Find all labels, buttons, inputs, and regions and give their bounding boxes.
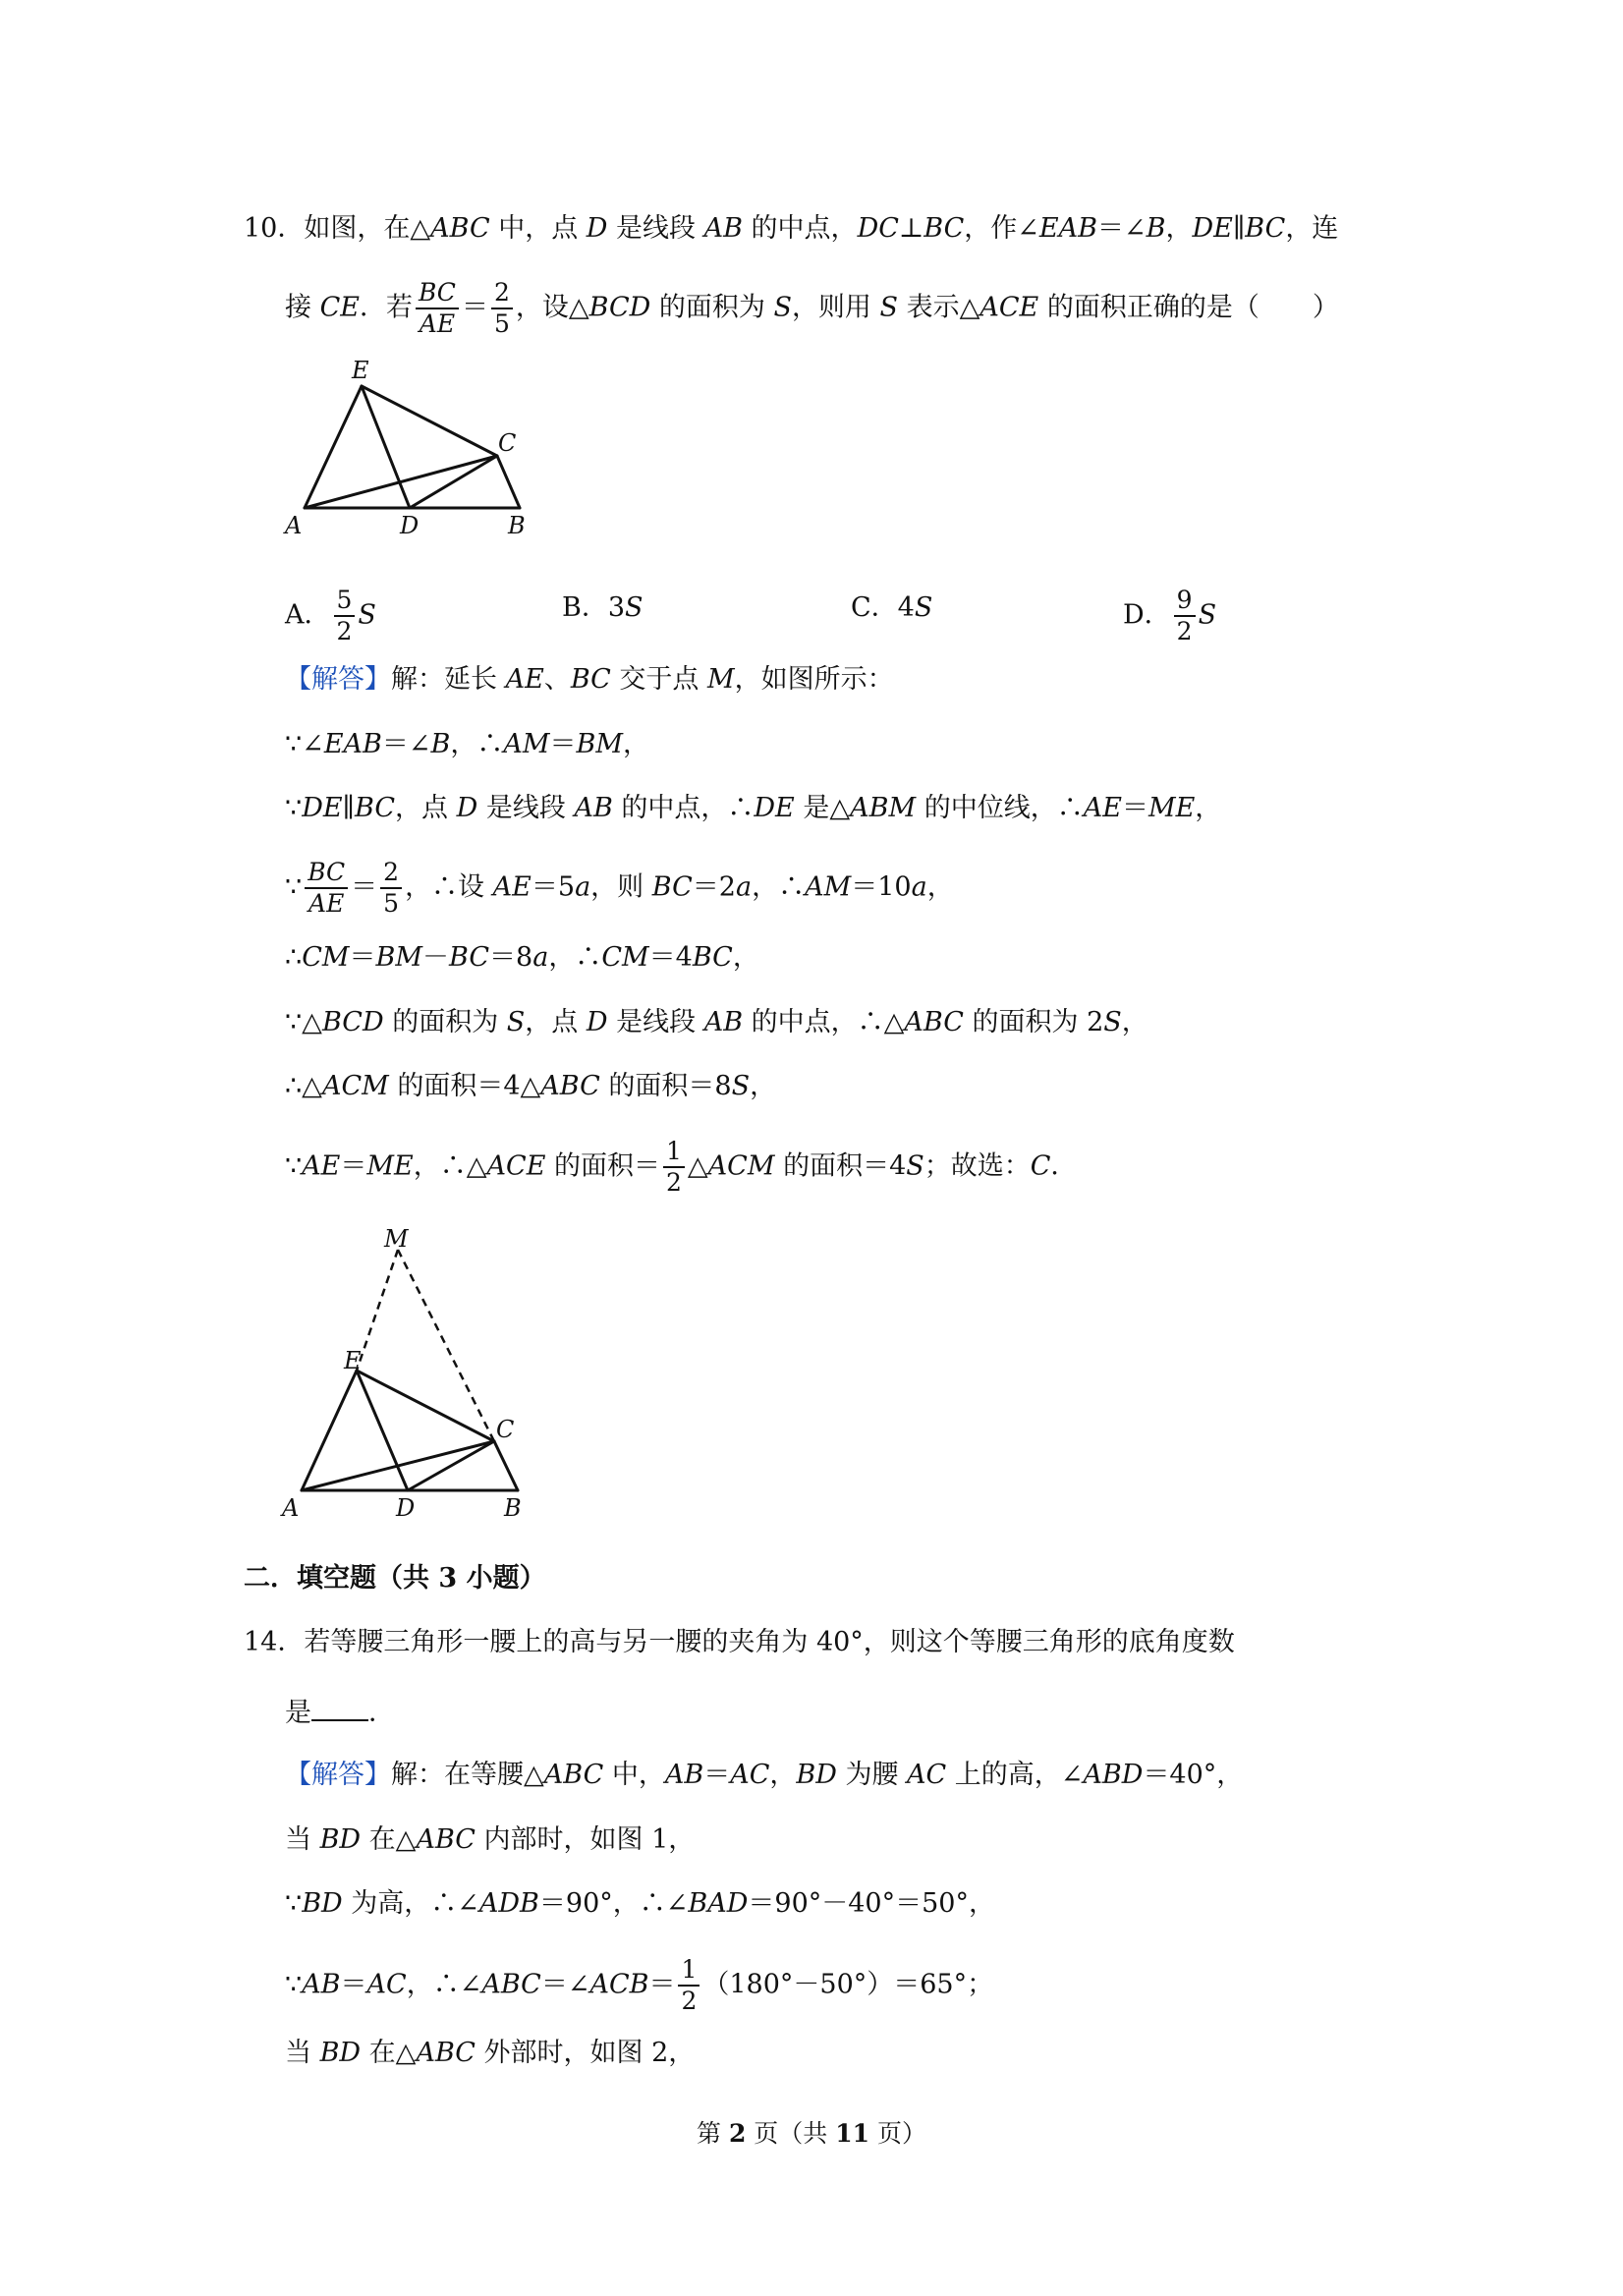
option-b[interactable]: B．3S <box>562 592 644 623</box>
fraction-2-5: $\frac{2}{5}$ <box>491 278 513 339</box>
label-A2: A <box>282 1494 300 1522</box>
section-title: 二．填空题（共 3 小题） <box>244 1563 546 1594</box>
sol14-line-2: 当 BD 在△ABC 内部时，如图 1， <box>285 1824 696 1855</box>
q10-line-1: 10．如图，在△ABC 中，点 D 是线段 AB 的中点，DC⊥BC，作∠EAB＝∠B，DE∥BC，连 <box>244 213 1339 244</box>
sol14-line-5: 当 BD 在△ABC 外部时，如图 2， <box>285 2038 696 2068</box>
sol10-line-2: ∵∠EAB＝∠B，∴AM＝BM， <box>285 729 649 759</box>
q10-number: 10． <box>244 213 305 244</box>
answer-blank[interactable] <box>311 1692 368 1721</box>
fraction-bc-ae: $\frac{BC}{AE}$ <box>416 278 459 339</box>
label-D: D <box>400 512 420 539</box>
q14-number: 14． <box>244 1627 305 1657</box>
sol10-line-5: ∴CM＝BM－BC＝8a，∴CM＝4BC， <box>285 942 759 973</box>
option-a[interactable]: A． $\frac{5}{2}$ S <box>285 586 376 645</box>
sol14-line-4: ∵AB＝AC，∴∠ABC＝∠ACB＝ $\frac{1}{2}$ （180°－50°）＝65°； <box>285 1955 994 2015</box>
answer-tag: 【解答】 <box>285 664 391 695</box>
page-number: 2 <box>728 2119 747 2148</box>
sol10-line-1: 【解答】解：延长 AE、BC 交于点 M，如图所示： <box>285 664 894 695</box>
label-B2: B <box>504 1494 522 1522</box>
q14-line-1: 14．若等腰三角形一腰上的高与另一腰的夹角为 40°，则这个等腰三角形的底角度数 <box>244 1627 1235 1657</box>
total-pages: 11 <box>835 2119 870 2148</box>
sol10-line-4: ∵ $\frac{BC}{AE}$ ＝ $\frac{2}{5}$ ，∴设 AE＝5a，则 BC＝2a，∴AM＝10a， <box>285 858 954 918</box>
option-c[interactable]: C．4S <box>851 592 933 623</box>
sol10-line-6: ∵△BCD 的面积为 S，点 D 是线段 AB 的中点，∴△ABC 的面积为 2S， <box>285 1007 1148 1037</box>
label-E2: E <box>344 1347 362 1374</box>
label-M: M <box>384 1225 409 1253</box>
option-d[interactable]: D． $\frac{9}{2}$ S <box>1123 586 1217 645</box>
sol14-line-1: 【解答】解：在等腰△ABC 中，AB＝AC，BD 为腰 AC 上的高，∠ABD＝40°， <box>285 1760 1244 1790</box>
label-E: E <box>352 359 369 384</box>
sol14-line-3: ∵BD 为高，∴∠ADB＝90°，∴∠BAD＝90°－40°＝50°， <box>285 1888 995 1919</box>
sol10-line-8: ∵AE＝ME，∴△ACE 的面积＝ $\frac{1}{2}$ △ACM 的面积＝4S；故选：C． <box>285 1137 1078 1197</box>
label-C: C <box>498 429 517 457</box>
label-A: A <box>285 512 303 539</box>
label-C2: C <box>496 1416 515 1443</box>
sol10-line-3: ∵DE∥BC，点 D 是线段 AB 的中点，∴DE 是△ABM 的中位线，∴AE＝ME， <box>285 793 1222 823</box>
answer-tag-2: 【解答】 <box>285 1760 391 1790</box>
page-footer: 第 2 页（共 11 页） <box>696 2119 926 2148</box>
figure-triangle-2 <box>280 1223 535 1528</box>
label-D2: D <box>396 1494 416 1522</box>
figure-triangle-1 <box>280 359 535 545</box>
label-B: B <box>508 512 526 539</box>
sol10-line-7: ∴△ACM 的面积＝4△ABC 的面积＝8S， <box>285 1071 777 1101</box>
q14-line-2: 是 ． <box>285 1692 395 1733</box>
q10-line-2: 接 CE．若 $\frac{BC}{AE}$ ＝ $\frac{2}{5}$ ，设△BCD 的面积为 S，则用 S 表示△ACE 的面积正确的是（ ） <box>285 278 1339 338</box>
